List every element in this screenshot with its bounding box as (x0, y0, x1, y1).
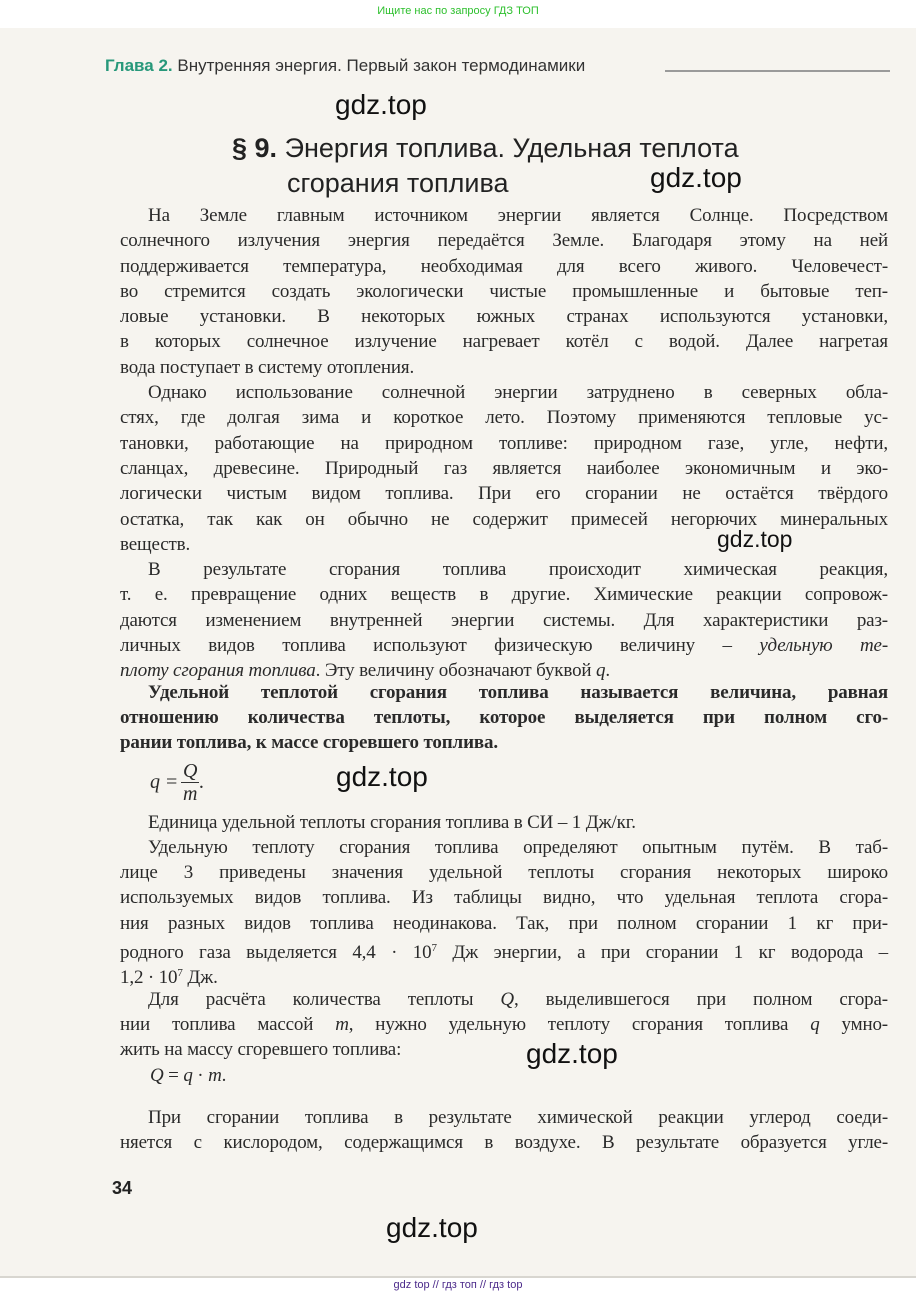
section-title-line2: сгорания топлива (287, 168, 509, 198)
text-line (120, 680, 888, 705)
text-span: родного газа выделяется 4,4 · 10 (120, 942, 432, 964)
text-span: рании топлива, к массе сгоревшего топлива. (120, 732, 498, 754)
formula-q-equals-Q-over-m (150, 756, 888, 810)
text-line (120, 355, 888, 380)
text-span: , выделившегося при полном сгора- (513, 988, 888, 1010)
watermark: gdz.top (526, 1038, 618, 1069)
watermark: gdz.top (386, 1212, 478, 1243)
italic-text: Q (150, 1064, 164, 1086)
formula-end: . (199, 771, 205, 794)
text-line (120, 203, 888, 228)
text-span: 1,2 · 10 (120, 967, 178, 989)
text-line (120, 1105, 888, 1130)
text-line (120, 835, 888, 860)
superscript: 7 (177, 967, 183, 980)
text-span: используемых видов топлива. Из таблицы видно, что удельная теплота сгора- (120, 887, 888, 909)
chapter-title: Внутренняя энергия. Первый закон термодинамики (177, 56, 586, 75)
text-span: даются изменением внутренней энергии системы. Для характеристики раз- (120, 609, 888, 631)
section-title-line1: Энергия топлива. Удельная теплота (284, 133, 739, 163)
text-span: умно- (819, 1013, 888, 1035)
text-span: Для расчёта количества теплоты (148, 988, 501, 1010)
italic-text: m (208, 1064, 222, 1086)
text-span: Однако использование солнечной энергии затруднено в северных обла- (148, 382, 888, 404)
definition (120, 680, 888, 756)
italic-text: плоту сгорания топлива (120, 660, 316, 682)
text-span: ловые установки. В некоторых южных странах используются установки, (120, 306, 888, 328)
text-line (120, 860, 888, 885)
paragraph (120, 810, 888, 835)
text-span: лице 3 приведены значения удельной теплоты сгорания некоторых широко (120, 862, 888, 884)
section-number: § 9. (232, 133, 278, 163)
text-line (120, 279, 888, 304)
text-line (120, 582, 888, 607)
text-span: В результате сгорания топлива происходит химическая реакция, (148, 559, 888, 581)
text-line (120, 431, 888, 456)
text-span: На Земле главным источником энергии является Солнце. Посредством (148, 205, 888, 226)
italic-text: удельную те- (759, 635, 888, 657)
watermark: gdz.top (717, 526, 793, 552)
superscript: 7 (431, 942, 437, 955)
text-line (120, 911, 888, 936)
fraction-denominator: m (183, 783, 198, 806)
watermark: gdz.top (336, 761, 428, 792)
watermark: gdz.top (650, 162, 742, 193)
text-span: т. е. превращение одних веществ в другие. Химические реакции сопровож- (120, 584, 888, 606)
text-line (120, 1012, 888, 1037)
text-line (120, 481, 888, 506)
text-line (120, 254, 888, 279)
text-span: Дж энергии, а при сгорании 1 кг водорода – (436, 942, 889, 964)
text-line (120, 228, 888, 253)
text-span: няется с кислородом, содержащимся в воздухе. В результате образуется угле- (120, 1132, 888, 1154)
text-span: жить на массу сгоревшего топлива: (120, 1039, 402, 1061)
text-span: стях, где долгая зима и короткое лето. Поэтому применяются тепловые ус- (120, 407, 888, 429)
text-span: Удельную теплоту сгорания топлива определяют опытным путём. В таб- (148, 836, 888, 858)
paragraph (120, 987, 888, 1063)
text-span: веществ. (120, 533, 191, 555)
text-line (120, 1037, 888, 1062)
text-line (120, 380, 888, 405)
text-line (120, 961, 888, 989)
italic-text: q (596, 660, 606, 682)
text-span: . (221, 1064, 227, 1086)
fraction (181, 760, 199, 805)
body-text (120, 203, 888, 1155)
text-span: во стремится создать экологически чистые промышленные и бытовые теп- (120, 280, 888, 302)
text-line (120, 810, 888, 835)
footer-links[interactable]: gdz top // гдз топ // гдз top (393, 1279, 523, 1291)
paragraph (120, 203, 888, 380)
paragraph (120, 835, 888, 987)
text-span: нии топлива массой (120, 1013, 336, 1035)
text-line (150, 1063, 888, 1088)
text-line (120, 936, 889, 964)
paragraph (120, 1105, 888, 1156)
text-span: отношению количества теплоты, которое выделяется при полном сго- (120, 706, 888, 728)
italic-text: m (335, 1013, 349, 1035)
header-rule (665, 70, 890, 72)
text-span: солнечного излучения энергия передаётся Земле. Благодаря этому на ней (120, 230, 888, 252)
text-span: Единица удельной теплоты сгорания топлива в СИ – 1 Дж/кг. (148, 811, 636, 833)
italic-text: q (183, 1064, 193, 1086)
text-line (120, 730, 888, 755)
paragraph (120, 557, 888, 683)
text-span: логически чистым видом топлива. При его сгорании не остаётся твёрдого (120, 483, 888, 505)
text-span: Удельной теплотой сгорания топлива называется величина, равная (148, 681, 888, 703)
text-span: . Эту величину обозначают буквой (315, 660, 597, 682)
formula-lhs: q = (150, 771, 179, 794)
text-span: тановки, работающие на природном топливе: природном газе, угле, нефти, (120, 432, 888, 454)
italic-text: q (810, 1013, 820, 1035)
text-span: . (605, 660, 611, 682)
text-line (120, 705, 888, 730)
text-line (120, 405, 888, 430)
text-line (120, 885, 888, 910)
text-span: личных видов топлива используют физическую величину – (120, 635, 760, 657)
watermark: gdz.top (335, 89, 427, 120)
text-line (120, 633, 888, 658)
text-line (120, 557, 888, 582)
text-span: , нужно удельную теплоту сгорания топлива (348, 1013, 811, 1035)
text-span: остатка, так как он обычно не содержит примесей негорючих минеральных (120, 508, 888, 530)
text-span: Дж. (182, 967, 218, 989)
text-line (120, 1130, 888, 1155)
text-span: в которых солнечное излучение нагревает котёл с водой. Далее нагретая (120, 331, 888, 353)
text-line (120, 456, 888, 481)
text-span: поддерживается температура, необходимая для всего живого. Человечест- (120, 255, 888, 277)
italic-text: Q (500, 988, 514, 1010)
text-span: · (192, 1064, 209, 1086)
text-span: сланцах, древесине. Природный газ является наиболее экономичным и эко- (120, 457, 888, 479)
running-head (105, 56, 585, 76)
text-span: При сгорании топлива в результате химической реакции углерод соеди- (148, 1106, 888, 1128)
text-span: вода поступает в систему отопления. (120, 356, 415, 378)
text-line (120, 987, 888, 1012)
chapter-label: Глава 2. (105, 56, 173, 75)
text-line (120, 608, 888, 633)
search-banner[interactable]: Ищите нас по запросу ГДЗ ТОП (377, 5, 539, 17)
equation (150, 1063, 888, 1088)
text-line (120, 304, 888, 329)
text-span: ния разных видов топлива неодинакова. Так, при полном сгорании 1 кг при- (120, 912, 888, 934)
page-number: 34 (112, 1178, 133, 1198)
text-line (120, 329, 888, 354)
fraction-numerator: Q (183, 760, 198, 783)
text-span: = (163, 1064, 184, 1086)
